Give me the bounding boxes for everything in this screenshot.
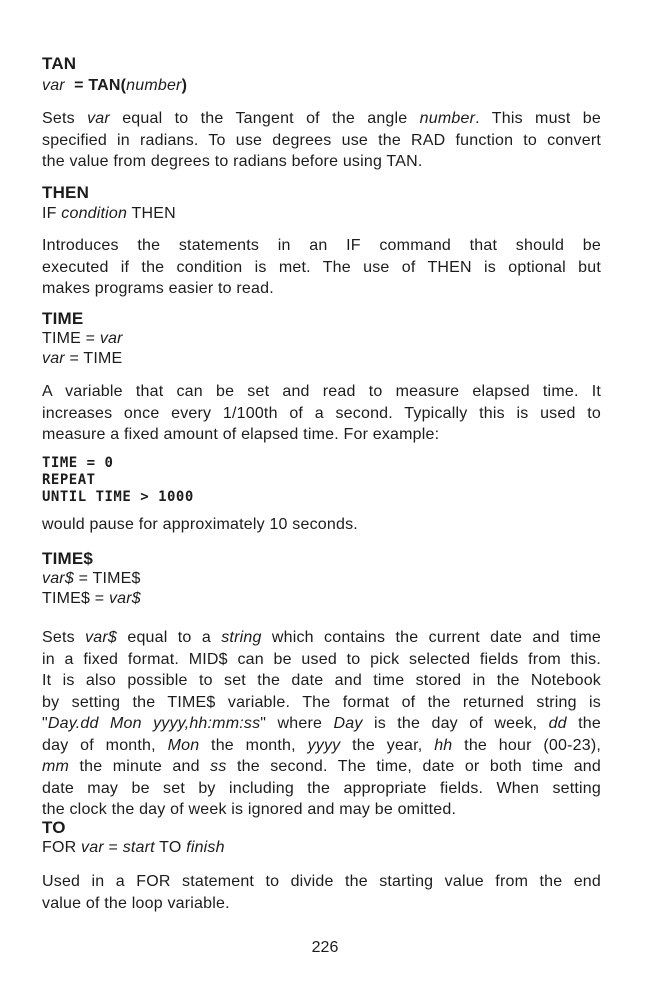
code-block (42, 455, 601, 506)
syntax-line-to: FOR var = start TO finish (42, 839, 225, 856)
syntax-line-time-string-set: TIME$ = var$ (42, 590, 141, 607)
page-number: 226 (311, 939, 339, 956)
text-line: "Day.dd Mon yyyy,hh:mm:ss" where Day is the day of week, dd the (42, 715, 601, 732)
text-line: Introduces the statements in an IF command that should be (42, 237, 601, 254)
text-line: the value from degrees to radians before using TAN. (42, 153, 423, 170)
text-line: It is also possible to set the date and time stored in the Notebook (42, 672, 601, 689)
code-line: REPEAT (42, 472, 96, 488)
text-line: would pause for approximately 10 seconds. (42, 516, 358, 533)
section-heading-to: TO (42, 818, 66, 837)
section-heading-time-string: TIME$ (42, 549, 94, 568)
text-line: by setting the TIME$ variable. The format of the returned string is (42, 693, 601, 711)
text-line: day of month, Mon the month, yyyy the year, hh the hour (00-23), (42, 736, 601, 754)
paragraph-time-code-note (42, 514, 601, 536)
code-line: UNTIL TIME > 1000 (42, 489, 194, 505)
syntax-line-time-string-read: var$ = TIME$ (42, 570, 141, 587)
text-line: Sets var$ equal to a string which contains the current date and time (42, 629, 601, 646)
paragraph-then (42, 235, 601, 300)
text-line: mm the minute and ss the second. The time, date or both time and (42, 758, 601, 775)
text-line: makes programs easier to read. (42, 280, 274, 297)
text-line: Used in a FOR statement to divide the starting value from the end (42, 873, 601, 890)
paragraph-time (42, 381, 601, 446)
text-line: increases once every 1/100th of a second. Typically this is used to (42, 404, 601, 422)
text-line: measure a fixed amount of elapsed time. For example: (42, 426, 440, 443)
section-heading-time: TIME (42, 309, 84, 328)
code-line: TIME = 0 (42, 455, 114, 471)
section-heading-then: THEN (42, 183, 90, 202)
syntax-line-then: IF condition THEN (42, 205, 176, 222)
paragraph-time-string (42, 627, 601, 821)
syntax-line-time-set: TIME = var (42, 330, 123, 347)
text-line: A variable that can be set and read to measure elapsed time. It (42, 383, 601, 400)
text-line: value of the loop variable. (42, 894, 230, 912)
text-line: the clock the day of week is ignored and may be omitted. (42, 801, 457, 818)
text-line: specified in radians. To use degrees use the RAD function to convert (42, 131, 601, 149)
section-heading-tan: TAN (42, 54, 77, 73)
text-line: in a fixed format. MID$ can be used to pick selected fields from this. (42, 650, 601, 668)
paragraph-tan (42, 108, 601, 173)
text-line: executed if the condition is met. The use of THEN is optional but (42, 258, 601, 276)
text-line: date may be set by including the appropriate fields. When setting (42, 779, 601, 797)
text-line: Sets var equal to the Tangent of the angle number. This must be (42, 110, 601, 127)
paragraph-to (42, 871, 601, 914)
syntax-line-time-read: var = TIME (42, 350, 123, 367)
syntax-line-tan: var = TAN(number) (42, 77, 188, 94)
